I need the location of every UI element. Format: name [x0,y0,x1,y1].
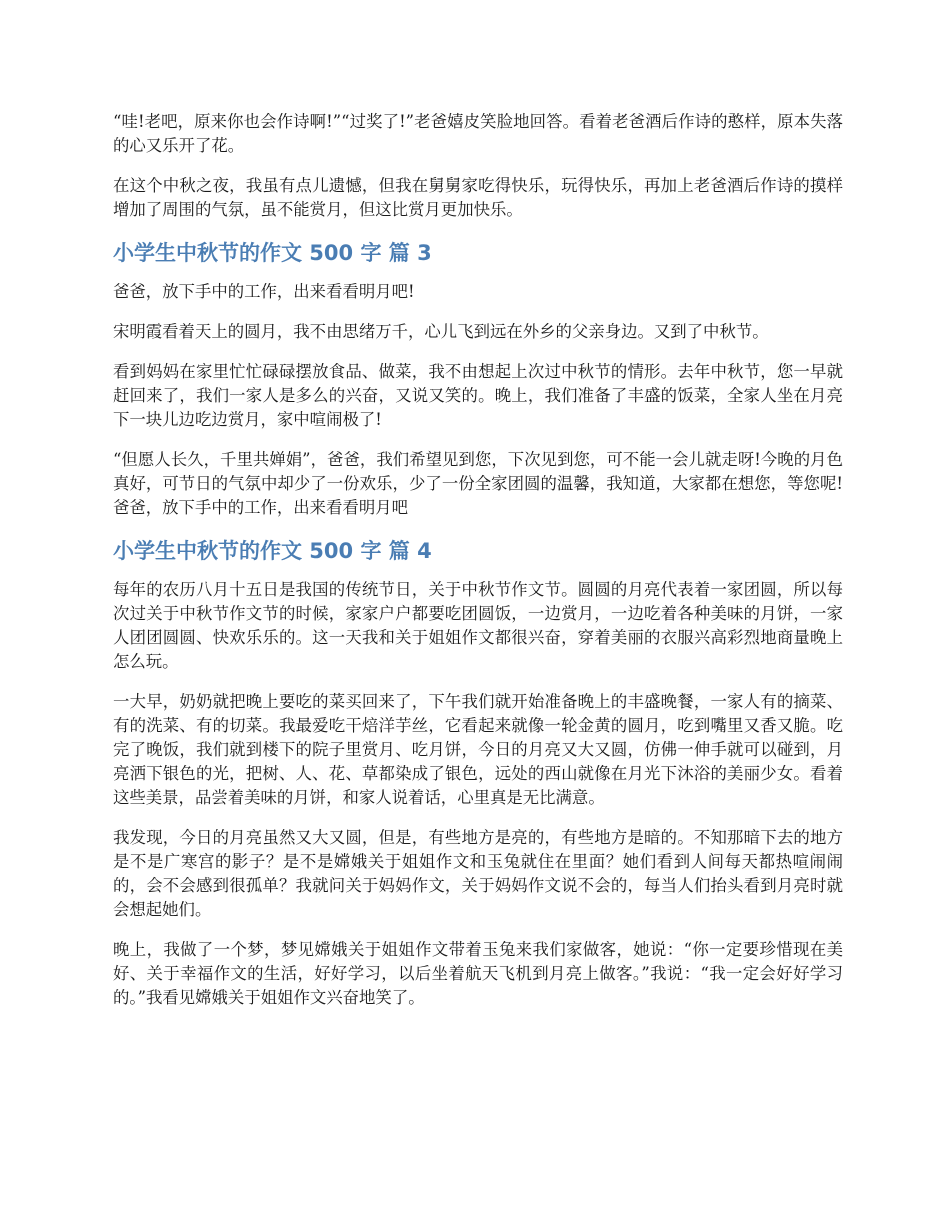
section-heading: 小学生中秋节的作文 500 字 篇 4 [113,539,432,563]
paragraph: 宋明霞看着天上的圆月，我不由思绪万千，心儿飞到远在外乡的父亲身边。又到了中秋节。 [113,322,769,341]
paragraph: 一大早，奶奶就把晚上要吃的菜买回来了，下午我们就开始准备晚上的丰盛晚餐，一家人有的摘菜、有的洗菜、有的切菜。我最爱吃干焙洋芋丝，它看起来就像一轮金黄的圆月，吃到嘴里又香又脆。吃完了晚饭，我们就到楼下的院子里赏月、吃月饼，今日的月亮又大又圆，仿佛一伸手就可以碰到，月亮洒下银色的光，把树、人、花、草都染成了银色，远处的西山就像在月光下沐浴的美丽少女。看着这些美景，品尝着美味的月饼，和家人说着话，心里真是无比满意。 [113,692,843,807]
paragraph: 每年的农历八月十五日是我国的传统节日，关于中秋节作文节。圆圆的月亮代表着一家团圆，所以每次过关于中秋节作文节的时候，家家户户都要吃团圆饭，一边赏月，一边吃着各种美味的月饼，一家人团团圆圆、快欢乐乐的。这一天我和关于姐姐作文都很兴奋，穿着美丽的衣服兴高彩烈地商量晚上怎么玩。 [113,580,843,671]
paragraph: 我发现，今日的月亮虽然又大又圆，但是，有些地方是亮的，有些地方是暗的。不知那暗下去的地方是不是广寒宫的影子？是不是嫦娥关于姐姐作文和玉兔就住在里面？她们看到人间每天都热喧闹闹的，会不会感到很孤单？我就问关于妈妈作文，关于妈妈作文说不会的，每当人们抬头看到月亮时就会想起她们。 [113,828,843,919]
section-heading: 小学生中秋节的作文 500 字 篇 3 [113,241,432,265]
document-page [113,110,843,1026]
paragraph: 在这个中秋之夜，我虽有点儿遗憾，但我在舅舅家吃得快乐，玩得快乐，再加上老爸酒后作诗的摸样增加了周围的气氛，虽不能赏月，但这比赏月更加快乐。 [113,176,843,219]
paragraph: 晚上，我做了一个梦，梦见嫦娥关于姐姐作文带着玉兔来我们家做客，她说：“你一定要珍惜现在美好、关于幸福作文的生活，好好学习，以后坐着航天飞机到月亮上做客。”我说：“我一定会好好学习的。”我看见嫦娥关于姐姐作文兴奋地笑了。 [113,940,843,1007]
paragraph: “但愿人长久，千里共婵娟”，爸爸，我们希望见到您，下次见到您，可不能一会儿就走呀!今晚的月色真好，可节日的气氛中却少了一份欢乐，少了一份全家团圆的温馨，我知道，大家都在想您，等您呢!爸爸，放下手中的工作，出来看看明月吧 [113,450,843,517]
paragraph: 看到妈妈在家里忙忙碌碌摆放食品、做菜，我不由想起上次过中秋节的情形。去年中秋节，您一早就赶回来了，我们一家人是多么的兴奋，又说又笑的。晚上，我们准备了丰盛的饭菜，全家人坐在月亮下一块儿边吃边赏月，家中喧闹极了! [113,362,843,429]
paragraph: 爸爸，放下手中的工作，出来看看明月吧! [113,282,415,301]
paragraph: “哇!老吧，原来你也会作诗啊!”“过奖了!”老爸嬉皮笑脸地回答。看着老爸酒后作诗的憨样，原本失落的心又乐开了花。 [113,112,843,155]
